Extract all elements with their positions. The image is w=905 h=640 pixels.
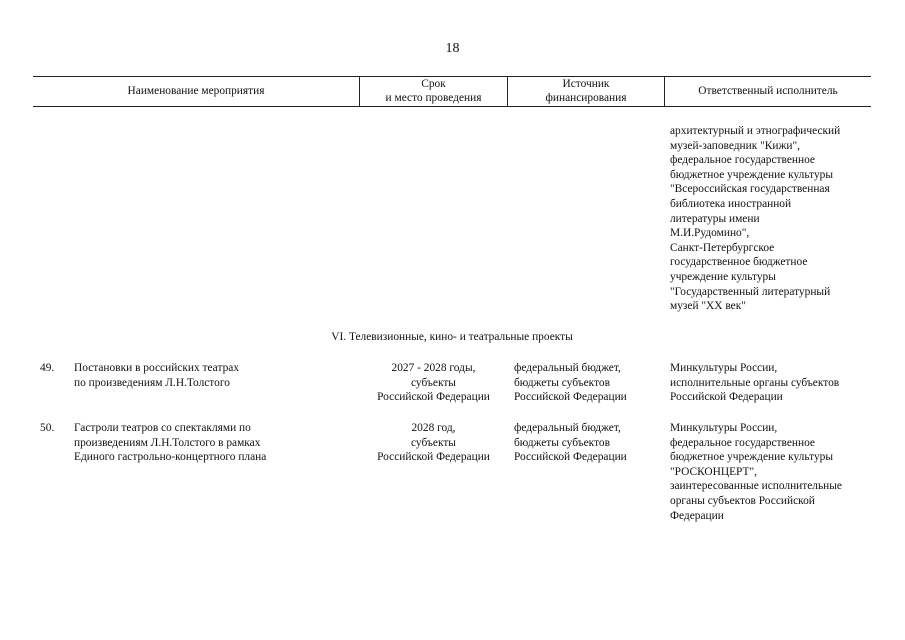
- header-funding-source: Источник финансирования: [545, 78, 627, 104]
- page-number: 18: [445, 41, 460, 56]
- row-date-place: 2027 - 2028 годы, субъекты Российской Федерации: [377, 362, 490, 404]
- row-responsible: Минкультуры России, федеральное государственное бюджетное учреждение культуры "РОСКОНЦЕРТ", заинтересованные исполнительные органы субъектов Российской Федерации: [670, 422, 842, 522]
- row-funding: федеральный бюджет, бюджеты субъектов Российской Федерации: [514, 422, 627, 464]
- row-responsible: Минкультуры России, исполнительные органы субъектов Российской Федерации: [670, 362, 840, 404]
- header-date-place: Срок и место проведения: [385, 78, 482, 104]
- row-date-place: 2028 год, субъекты Российской Федерации: [377, 422, 490, 464]
- row-event-name: Постановки в российских театрах по произведениям Л.Н.Толстого: [74, 362, 240, 389]
- section-heading: VI. Телевизионные, кино- и театральные проекты: [331, 331, 573, 343]
- continuation-responsible-text: архитектурный и этнографический музей-заповедник "Кижи", федеральное государственное бюджетное учреждение культуры "Всероссийская государственная библиотека иностранной литературы имени М.И.Рудомино", Санкт-Петербургское государственное бюджетное учреждение культуры "Государственный литературный музей "XX век": [670, 125, 841, 313]
- row-event-name: Гастроли театров со спектаклями по произведениям Л.Н.Толстого в рамках Единого гастрольно-концертного плана: [74, 422, 267, 464]
- header-responsible: Ответственный исполнитель: [698, 85, 838, 98]
- header-event-name: Наименование мероприятия: [127, 85, 265, 98]
- row-funding: федеральный бюджет, бюджеты субъектов Российской Федерации: [514, 362, 627, 404]
- row-number: 49.: [40, 362, 55, 374]
- row-number: 50.: [40, 422, 55, 434]
